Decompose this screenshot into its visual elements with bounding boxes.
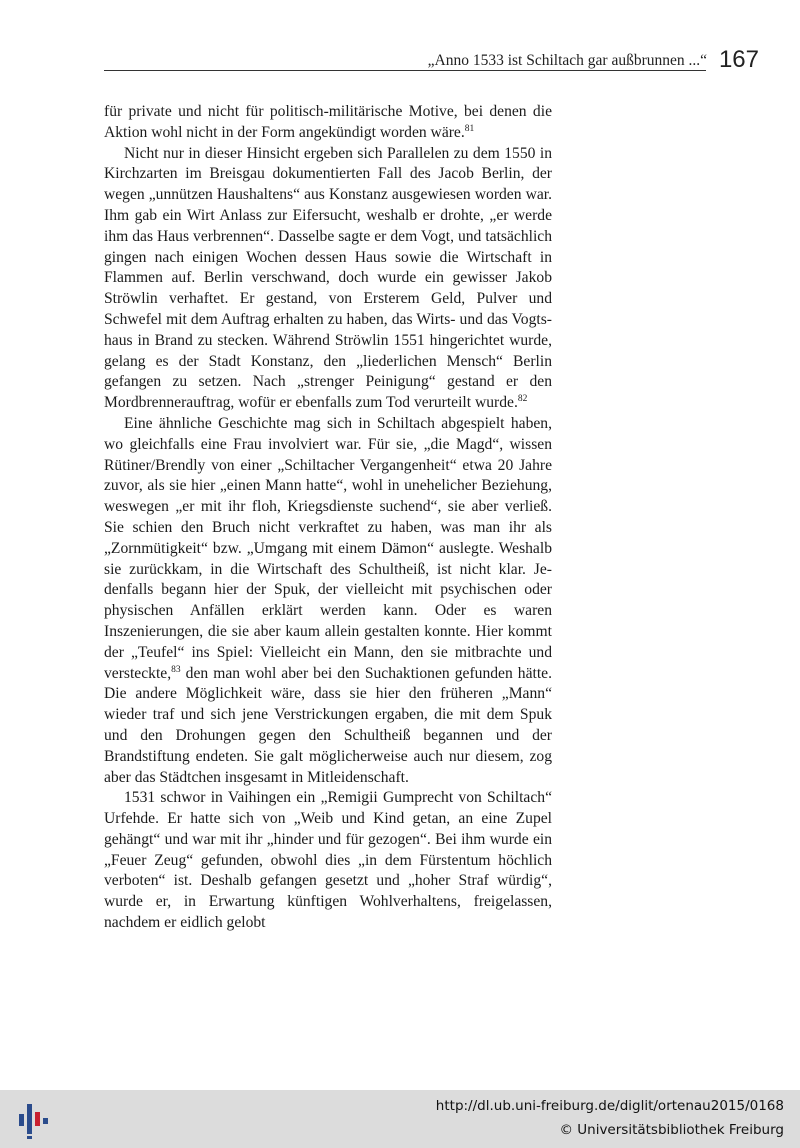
paragraph-3 — [104, 414, 552, 788]
permalink-url[interactable]: http://dl.ub.uni-freiburg.de/diglit/ortenau2015/0168 — [435, 1098, 784, 1114]
page-number: 167 — [718, 46, 759, 73]
running-title: „Anno 1533 ist Schiltach gar außbrunnen ...“ — [427, 52, 707, 69]
copyright-notice: © Universitätsbibliothek Freiburg — [559, 1122, 784, 1138]
body-text — [104, 102, 552, 934]
viewer-footer — [0, 1090, 800, 1148]
paragraph-4 — [104, 788, 552, 934]
footnote-ref-82[interactable]: 82 — [517, 394, 528, 405]
paragraph-text: Nicht nur in dieser Hinsicht ergeben sich Parallelen zu dem 1550 in Kirchzarten im Breisgau dokumentierten Fall des Jacob Berlin, der wegen „unnützen Haushaltens“ aus Konstanz ausgewiesen worden war. Ihm gab ein Wirt Anlass zur Eifersucht, weshalb er drohte, „er werde ihm das Haus verbrennen“. Dasselbe sagte er dem Vogt, und tatsächlich gingen nach einigen Wochen dessen Haus sowie die Wirtschaft in Flammen auf. Berlin verschwand, doch wurde ein gewisser Jakob Ströwlin verhaftet. Er gestand, von Ersterem Geld, Pulver und Schwefel mit dem Auftrag erhalten zu haben, das Wirts- und das Vogtshaus in Brand zu stecken. Während Ströwlin 1551 hingerichtet wurde, gelang es der Stadt Konstanz, den „liederlichen Mensch“ Berlin gefangen zu setzen. Nach „strenger Peinigung“ gestand er den Mordbrennerauftrag, wofür er ebenfalls zum Tod verurteilt wurde. — [104, 144, 552, 412]
paragraph-text: Eine ähnliche Geschichte mag sich in Schiltach abgespielt haben, wo gleichfalls eine Frau involviert war. Für sie, „die Magd“, wissen Rütiner/Brendly von einer „Schiltacher Vergangenheit“ etwa 20 Jahre zuvor, als sie hier „einen Mann hatte“, wohl in unehelicher Beziehung, weswegen „er mit ihr floh, Kriegsdienste suchend“, sie aber verließ. Sie schien den Bruch nicht verkraftet zu haben, was man ihr als „Zornmütigkeit“ bzw. „Umgang mit einem Dämon“ auslegte. Weshalb sie zurückkam, in die Wirtschaft des Schultheiß, ist nicht klar. Jedenfalls begann hier der Spuk, der vielleicht mit psychischen oder physischen Anfällen erklärt werden kann. Oder es waren Inszenierungen, die sie aber kaum allein gestalten konnte. Hier kommt der „Teufel“ ins Spiel: Vielleicht ein Mann, den sie mitbrachte und versteckte, — [104, 414, 552, 682]
paragraph-text: 1531 schwor in Vaihingen ein „Remigii Gumprecht von Schiltach“ Urfehde. Er hatte sich von „Weib und Kind getan, an eine Zupel gehängt“ und war mit ihr „hinder und für gezogen“. Bei ihm wurde ein „Feuer Zeug“ gefunden, obwohl dies „in dem Fürstentum höchlich verboten“ ist. Deshalb gefangen gesetzt und „hoher Straf würdig“, wurde er, in Erwartung künftigen Wohlverhaltens, freigelassen, nachdem er eidlich gelobt — [104, 789, 552, 932]
footnote-ref-83[interactable]: 83 — [171, 664, 181, 675]
paragraph-text: für private und nicht für politisch-militärische Motive, bei denen die Aktion wohl nicht in der Form angekündigt worden wäre. — [104, 103, 552, 141]
paragraph-1 — [104, 102, 552, 144]
footnote-ref-81[interactable]: 81 — [464, 123, 475, 134]
paragraph-2 — [104, 144, 552, 414]
ub-freiburg-logo-icon[interactable] — [14, 1098, 54, 1140]
header-rule — [104, 70, 706, 71]
paragraph-text-continued: den man wohl aber bei den Suchaktionen gefunden hätte. Die andere Möglichkeit wäre, dass sie hier den früheren „Mann“ wieder traf und sich jene Verstrickungen ergaben, die mit dem Spuk und den Drohungen gegen den Schultheiß begannen und der Brandstiftung endeten. Sie galt möglicherweise auch nur diesem, zog aber das Städtchen insgesamt in Mitleidenschaft. — [104, 664, 552, 786]
